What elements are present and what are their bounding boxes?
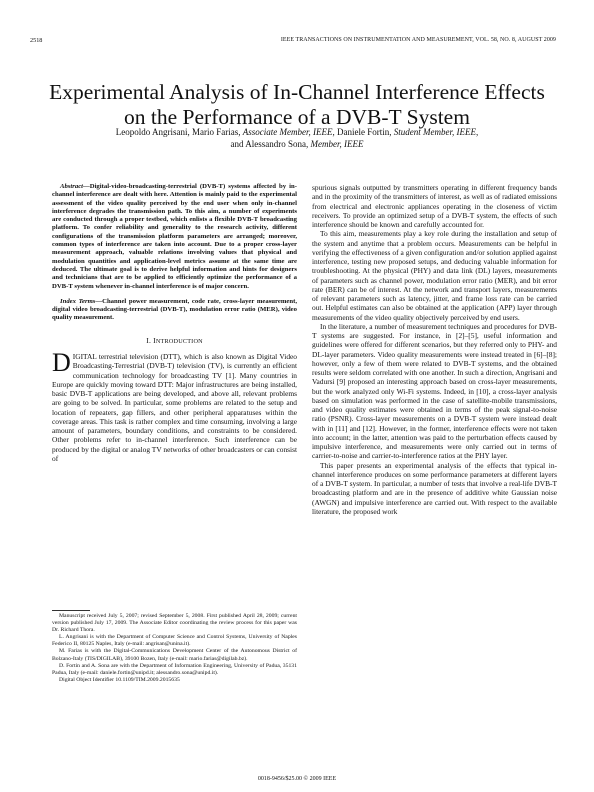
abstract-text: —Digital-video-broadcasting-terrestrial (DVB-T) systems affected by in-channel interference are dealt with here. Attention is mainly paid to the experimental assessment of the video quality perceived by the end user when only in-channel interference degrades the transmission path. To this aim, a number of experiments are conducted through a proper testbed, which enlists a flexible DVB-T broadcasting platform. To confer reliability and generality to the research activity, different configurations of the transmission platform parameters are arranged; moreover, common types of interference are taken into account. Due to a proper cross-layer measurement approach, valuable relations involving values that physical and modulation quantities and application-level metrics assume at the same time are deduced. The ultimate goal is to derive helpful information and hints for designers and technicians that are to be applied to efficiently optimize the performance of a DVB-T system whenever in-channel interference is of major concern.: [52, 183, 297, 290]
section-title-rest: NTRODUCTION: [155, 337, 203, 345]
index-terms-lead: Index Terms: [60, 297, 96, 305]
body-paragraph: In the literature, a number of measurement techniques and procedures for DVB-T systems are suggested. For instance, in [2]–[5], useful information and guidelines were offered for different scenarios, but they referred only to PHY- and DL-layer parameters. Video quality measurements were instead treated in [6]–[8]; however, only a few of them were related to DVB-T systems, and the obtained results were seldom correlated with one another. In such a direction, Angrisani and Vadursi [9] proposed an interesting approach based on cross-layer measurements, but the work analyzed only Wi-Fi systems. Indeed, in [10], a cross-layer analysis based on simulation was performed in the case of satellite-mobile transmissions, and video quality estimates were obtained in terms of the peak signal-to-noise ratio (PSNR). Cross-layer measurements on a DVB-T system were instead dealt with in [11] and [12]. However, in the former, interference effects were not taken into account; in the latter, attention was paid to the perturbation effects caused by impulsive interference, and measurements were only carried out in terms of carrier-to-noise and carrier-to-interference ratios at the PHY layer.: [312, 321, 557, 461]
abstract: [52, 183, 297, 291]
footnote-manuscript: Manuscript received July 5, 2007; revised September 5, 2008. First published April 28, 2009; current version published July 17, 2009. The Associate Editor coordinating the review process for this paper was Dr. Richard Thora.: [52, 613, 297, 634]
intro-paragraph: [52, 348, 297, 463]
author-affiliation-1: Associate Member, IEEE: [242, 127, 333, 137]
author-names-2: , Daniele Fortin,: [332, 127, 392, 137]
footnotes: [52, 613, 297, 684]
index-terms: [52, 298, 297, 323]
right-column: [312, 183, 557, 516]
copyright-footer: 0018-9456/$25.00 © 2009 IEEE: [257, 776, 337, 782]
footnote-doi: Digital Object Identifier 10.1109/TIM.2009.2015635: [59, 676, 180, 683]
footnote-author-2: M. Farias is with the Digital-Communications Development Center of the Autonomous District of Bolzano-Italy (TIS/DIGILAB), 39100 Bozen, Italy (e-mail: mario.farias@digilab.bz).: [52, 648, 297, 662]
intro-text: IGITAL terrestrial television (DTT), which is also known as Digital Video Broadcasting-Terrestrial (DVB-T) television (TV), is currently an efficient communication technology for broadcasting TV [1]. Many countries in Europe are quickly moving toward DTT: Major infrastructures are being installed, basic DVB-T applications are being developed, and above all, relevant problems are going to be solved. In particular, some problems are related to the setup and location of repeaters, gap fillers, and other peripheral apparatuses within the coverage areas. This task is rather complex and time consuming, involving a large amount of parameters, boundary conditions, and constraints to be considered. Other problems refer to in-channel interference. Such interference can be produced by the digital or analog TV networks of other broadcasters or can consist of: [52, 352, 297, 463]
footnote-author-1: L. Angrisani is with the Department of Computer Science and Control Systems, University of Naples Federico II, 80125 Naples, Italy (e-mail: angrisan@unina.it).: [52, 634, 297, 648]
index-terms-text: —Channel power measurement, code rate, cross-layer measurement, digital video broadcasting-terrestrial (DVB-T), modulation error ratio (MER), video quality measurement.: [52, 297, 297, 322]
page-number: 2518: [30, 37, 43, 44]
author-affiliation-3: Member, IEEE: [310, 139, 364, 149]
abstract-lead: Abstract: [60, 183, 84, 190]
author-block: [50, 126, 544, 150]
body-paragraph: This paper presents an experimental analysis of the effects that typical in-channel interference produces on some performance parameters at different layers of a DVB-T system. In particular, a number of tests that involve a real-life DVB-T broadcasting platform and are in the presence of additive white Gaussian noise (AWGN) and impulsive interference are carried out. With respect to the available literature, the proposed work: [312, 460, 557, 516]
author-names-3: and Alessandro Sona,: [230, 139, 309, 149]
author-separator: ,: [475, 127, 479, 137]
footnote-divider: [52, 610, 90, 611]
paper-title: Experimental Analysis of In-Channel Interference Effects on the Performance of a DVB-T System: [49, 80, 545, 130]
drop-cap: D: [52, 348, 71, 377]
left-column: [52, 183, 297, 463]
body-paragraph: spurious signals outputted by transmitters operating in different frequency bands and in the proximity of the transmitters of interest, as well as of radiated emissions from electrical and electronic appliances operating in the closeness of victim receivers. To provide an optimized setup of a DVB-T system, the effects of such interference should be known and carefully accounted for.: [312, 183, 557, 229]
author-line-1: [50, 126, 544, 138]
footnote-author-3: D. Fortin and A. Sona are with the Department of Information Engineering, University of Padua, 35131 Padua, Italy (e-mail: daniele.fortin@unipd.it; alessandro.sona@unipd.it).: [52, 662, 297, 676]
section-heading-introduction: [52, 336, 297, 346]
running-head: IEEE TRANSACTIONS ON INSTRUMENTATION AND MEASUREMENT, VOL. 58, NO. 8, AUGUST 2009: [280, 37, 556, 43]
author-affiliation-2: Student Member, IEEE: [393, 127, 476, 137]
body-paragraph: To this aim, measurements play a key role during the installation and setup of the system and anytime that a problem occurs. Measurements can be helpful in verifying the effectiveness of a given configuration and/or solution applied against interference, testing new proposed setups, and deducing valuable information for troubleshooting. At the physical (PHY) and data link (DL) layers, measurements of parameters such as channel power, modulation error ratio (MER), and bit error rate (BER) can be of interest. At the network and transport layers, measurements of relevant parameters such as latency, jitter, and frame loss rate can be carried out. Helpful estimates can also be obtained at the application (APP) layer through measurements of the video quality objectively perceived by end users.: [312, 229, 557, 322]
section-title-initial: I: [153, 335, 156, 345]
section-numeral: I.: [146, 335, 154, 345]
author-line-2: [50, 138, 544, 150]
author-names-1: Leopoldo Angrisani, Mario Farias,: [115, 127, 241, 137]
